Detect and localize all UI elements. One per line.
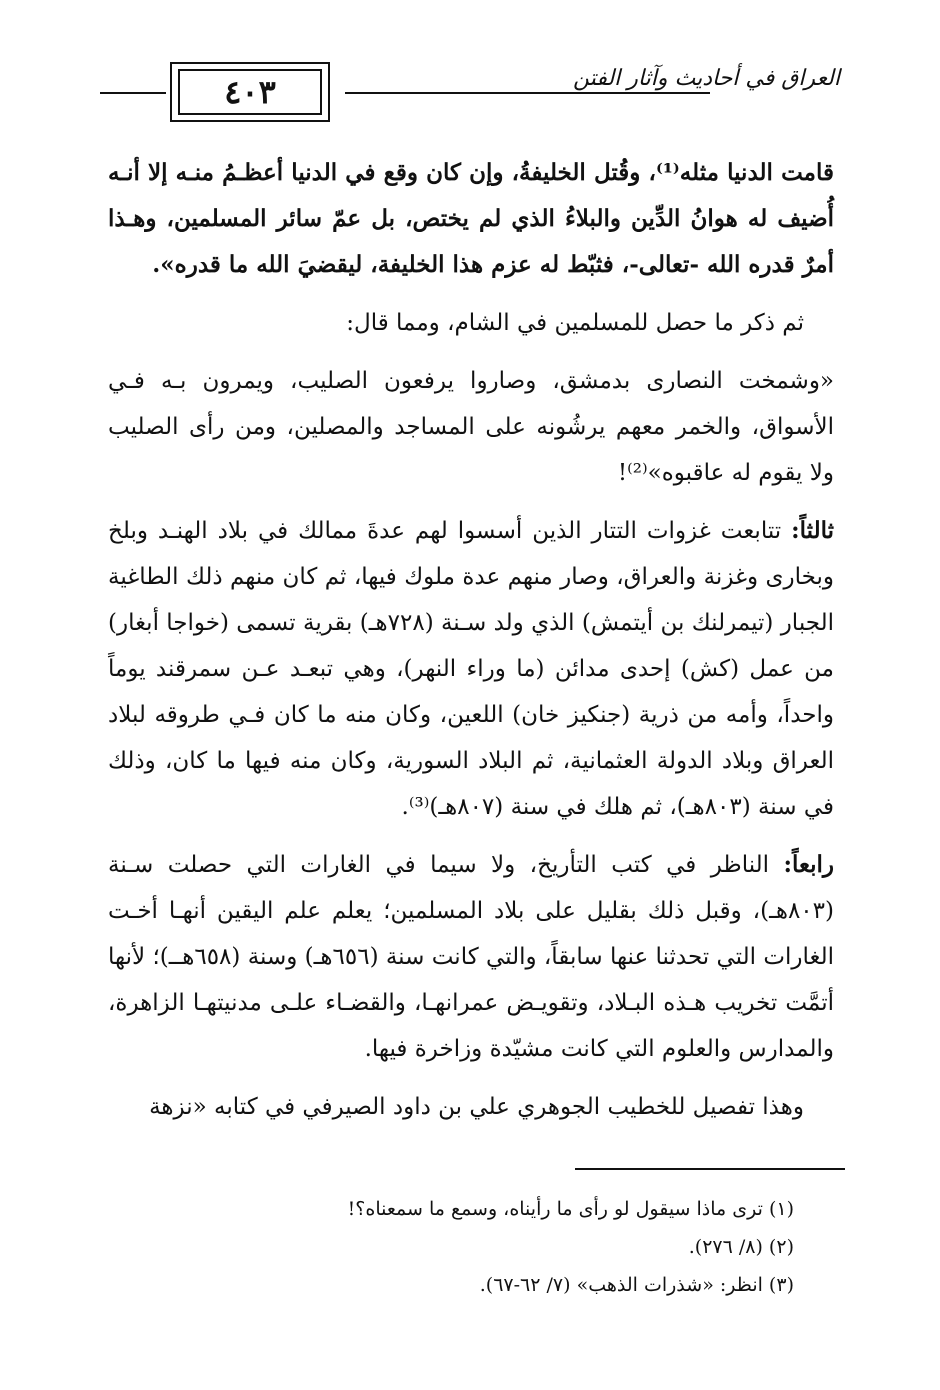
paragraph-text: تتابعت غزوات التتار الذين أسسوا لهم عدةَ ممالك في بلاد الهنـد وبلخ وبخارى وغزنة والعراق، وصار منهم عدة ملوك فيها، ثم كان منهم ذلك الطاغية الجبار (تيمرلنك بن أيتمش) الذي ولد سـنة (٧٢٨هـ) بقرية تسمى (خواجا أبغار) من عمل (كش) إحدى مدائن (ما وراء النهر)، وهي تبعـد عـن سمرقند يوماً واحداً، وأمه من ذرية (جنكيز خان) اللعين، وكان منه ما كان فـي طروقه لبلاد العراق وبلاد الدولة العثمانية، ثم البلاد السورية، وكان منه فيها ما كان، وذلك في سنة (٨٠٣هـ)، ثم هلك في سنة (٨٠٧هـ)⁽³⁾. bbox=[108, 518, 834, 820]
page-header bbox=[100, 52, 840, 128]
paragraph-text: الناظر في كتب التأريخ، ولا سيما في الغارات التي حصلت سـنة (٨٠٣هـ)، وقبل ذلك بقليل على بلاد المسلمين؛ يعلم علم اليقين أنهـا أخـت الغارات التي تحدثنا عنها سابقاً، والتي كانت سنة (٦٥٦هـ) وسنة (٦٥٨هــ)؛ لأنها أتمَّت تخريب هـذه البـلاد، وتقويـض عمرانهـا، والقضـاء علـى مدنيتهـا الزاهرة، والمدارس والعلوم التي كانت مشيّدة وزاخرة فيها. bbox=[108, 852, 834, 1062]
paragraph-lead: ثالثاً: bbox=[791, 517, 834, 544]
page-number-frame bbox=[170, 62, 330, 122]
footnote-2: (٢) (٨/ ٢٧٦). bbox=[688, 1236, 794, 1258]
paragraph-6 bbox=[108, 1084, 834, 1130]
header-rule-right bbox=[345, 92, 710, 94]
paragraph-lead: رابعاً: bbox=[783, 851, 834, 878]
paragraph-4 bbox=[108, 508, 834, 830]
paragraph-text: قامت الدنيا مثله⁽¹⁾، وقُتل الخليفةُ، وإن كان وقع في الدنيا أعظـمُ منـه إلا أنـه أُضيف له هوانُ الدِّين والبلاءُ الذي لم يختص، بل عمّ سائر المسلمين، وهـذا أمرٌ قدره الله -تعالى-، فثبّط له عزم هذا الخليفة، ليقضيَ الله ما قدره». bbox=[108, 159, 834, 278]
paragraph-3 bbox=[108, 358, 834, 496]
paragraph-2 bbox=[108, 300, 834, 346]
footnotes bbox=[108, 1190, 794, 1304]
footnote-3: (٣) انظر: «شذرات الذهب» (٧/ ٦٢-٦٧). bbox=[479, 1274, 794, 1296]
body-text bbox=[108, 150, 834, 1142]
header-rule-left bbox=[100, 92, 166, 94]
paragraph-1 bbox=[108, 150, 834, 288]
running-title: العراق في أحاديث وآثار الفتن bbox=[572, 66, 840, 91]
paragraph-text: ثم ذكر ما حصل للمسلمين في الشام، ومما قال: bbox=[346, 310, 804, 336]
paragraph-text: «وشمخت النصارى بدمشق، وصاروا يرفعون الصليب، ويمرون بـه فـي الأسواق، والخمر معهم يرشُونه على المساجد والمصلين، ومن رأى الصليب ولا يقوم له عاقبوه»⁽²⁾! bbox=[108, 368, 834, 486]
paragraph-5 bbox=[108, 842, 834, 1072]
paragraph-text: وهذا تفصيل للخطيب الجوهري علي بن داود الصيرفي في كتابه «نزهة bbox=[149, 1094, 804, 1120]
footnote-separator bbox=[575, 1168, 845, 1170]
page-number: ٤٠٣ bbox=[178, 69, 322, 115]
footnote-1: (١) ترى ماذا سيقول لو رأى ما رأيناه، وسمع ما سمعناه؟! bbox=[347, 1198, 794, 1220]
